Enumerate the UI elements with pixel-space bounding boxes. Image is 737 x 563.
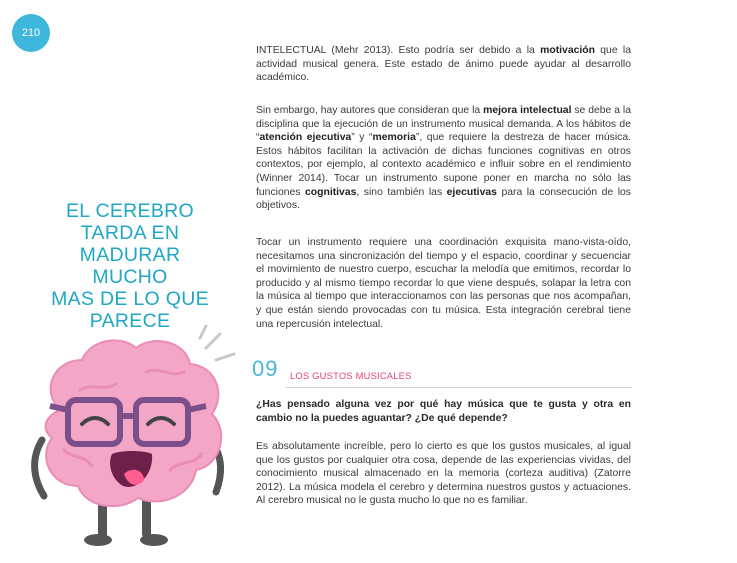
bold-run: atención ejecutiva (259, 132, 352, 144)
text-run: se debe a la disciplina que la ejecución de un instrumento musical demanda. A los hábitos de “ (256, 105, 631, 144)
paragraph-text: ¿Has pensado alguna vez por qué hay música que te gusta y otra en cambio no la puedes aguantar? ¿De qué depende? (256, 399, 631, 424)
paragraph-coordinacion (256, 236, 631, 344)
headline-line: EL CEREBRO (66, 200, 194, 222)
page-number: 210 (21, 27, 41, 39)
headline (40, 200, 220, 332)
headline-line: TARDA EN (80, 222, 180, 244)
headline-line: PARECE (89, 310, 171, 332)
paragraph-text: Es absolutamente increíble, pero lo cierto es que los gustos musicales, al igual que los gustos por cualquier otra cosa, depende de las experiencias vividas, del conocimiento musical almacenado en la memoria (corteza auditiva) (Zatorre 2012). La música modela el cerebro y determina nuestros gustos y actuaciones. Al cerebro musical no le gusta mucho lo que no es familiar. (256, 441, 631, 507)
page-number-badge (12, 14, 50, 52)
bold-run: memoria (372, 132, 416, 144)
text-run: ” y “ (351, 132, 373, 144)
paragraph-gustos (256, 440, 631, 521)
text-run: , sino también las (356, 186, 447, 198)
paragraph-text: Tocar un instrumento requiere una coordinación exquisita mano-vista-oído, necesitamos una sincronización del tiempo y el espacio, coordinar y secuenciar el movimiento de nuestro cuerpo, escuchar la melodía que emitimos, recordar lo producido y al mismo tiempo recordar lo que viene después, solapar la letra con la música al tiempo que interaccionamos con las personas que nos acompañan, y que están siendo provocadas con tu música. Esta integración cerebral tiene una repercusión intelectual. (256, 237, 631, 330)
brain-legs (84, 498, 168, 546)
bold-run: mejora intelectual (483, 105, 572, 116)
headline-line: MAS DE LO QUE (51, 288, 209, 310)
motion-lines-icon (200, 326, 234, 360)
paragraph-mejora-intelectual (256, 104, 631, 226)
paragraph-intelectual (256, 44, 631, 98)
text-run: ”, que requiere la destreza de hacer música. Estos hábitos facilitan la activación de dichas funciones cognitivas en otros contextos, por ejemplo, al contexto académico e influir sobre en el rendimiento (Winner 2014). Tocar un instrumento supone poner en marcha no sólo las funciones (256, 132, 631, 198)
bold-run: motivación (540, 45, 595, 56)
text-run: Sin embargo, hay autores que consideran que la (256, 105, 484, 116)
section-title: LOS GUSTOS MUSICALES (290, 370, 412, 381)
bold-run: ejecutivas (446, 186, 497, 198)
text-run: que la actividad musical genera. Este estado de ánimo puede ayudar al desarrollo académico. (256, 45, 631, 84)
text-run: INTELECTUAL (Mehr 2013). Esto podría ser debido a la (256, 45, 541, 56)
brain-character-illustration (20, 320, 250, 556)
section-heading (252, 356, 632, 386)
section-number: 09 (252, 356, 279, 381)
section-divider (286, 387, 632, 388)
paragraph-question (256, 398, 631, 438)
bold-run: cognitivas (305, 186, 357, 198)
headline-line: MADURAR MUCHO (79, 244, 181, 288)
text-run: para la consecución de los objetivos. (256, 186, 631, 212)
